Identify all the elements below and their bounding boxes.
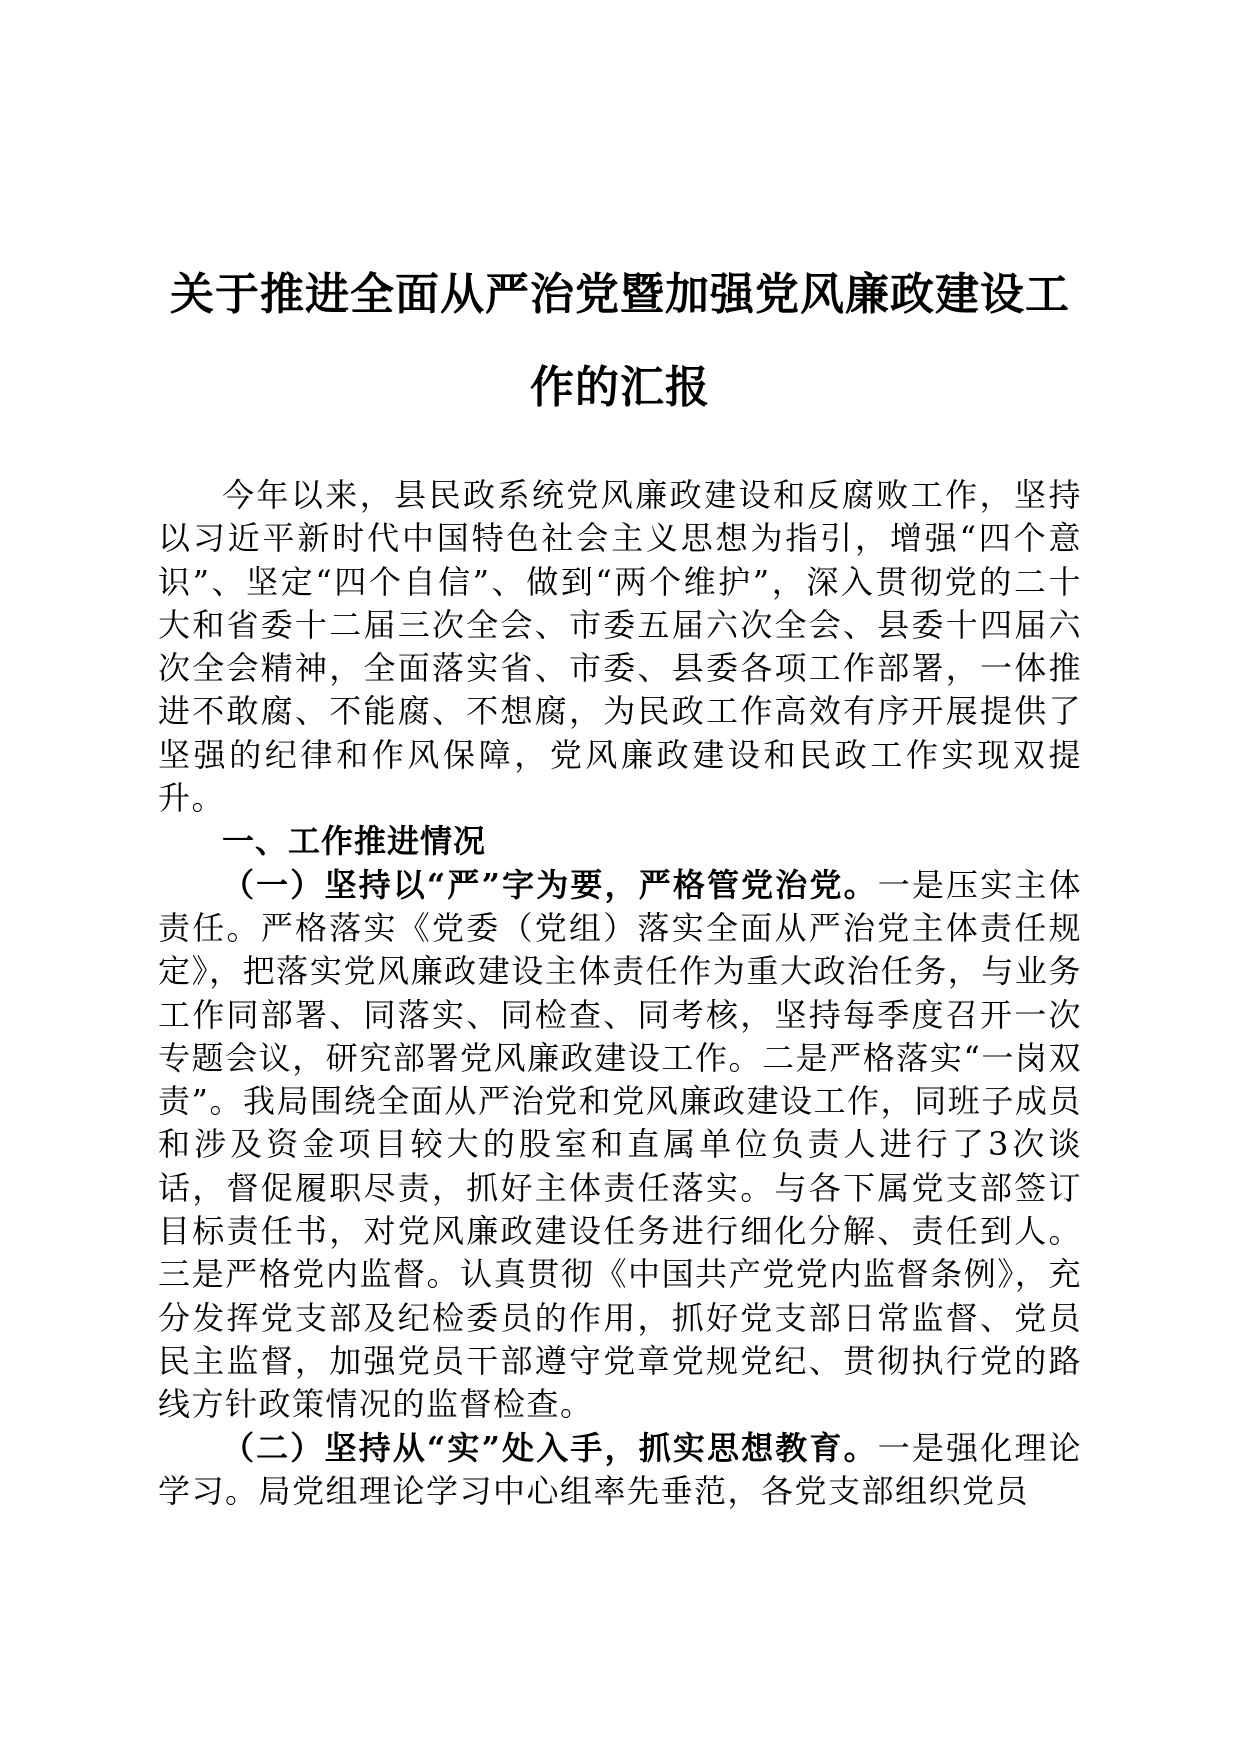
item-lead-2: （二）坚持从“实”处入手，抓实思想教育。 (222, 1428, 878, 1467)
intro-paragraph: 今年以来，县民政系统党风廉政建设和反腐败工作，坚持以习近平新时代中国特色社会主义思想为指引，增强“四个意识”、坚定“四个自信”、做到“两个维护”，深入贯彻党的二十大和省委十二届三次全会、市委五届六次全会、县委十四届六次全会精神，全面落实省、市委、县委各项工作部署，一体推进不敢腐、不能腐、不想腐，为民政工作高效有序开展提供了坚强的纪律和作风保障，党风廉政建设和民政工作实现双提升。 (158, 476, 1082, 818)
document-body (158, 474, 1082, 1513)
item-body-1: 一是压实主体责任。严格落实《党委（党组）落实全面从严治党主体责任规定》，把落实党风廉政建设主体责任作为重大政治任务，与业务工作同部署、同落实、同检查、同考核，坚持每季度召开一次专题会议，研究部署党风廉政建设工作。二是严格落实“一岗双责”。我局围绕全面从严治党和党风廉政建设工作，同班子成员和涉及资金项目较大的股室和直属单位负责人进行了3次谈话，督促履职尽责，抓好主体责任落实。与各下属党支部签订目标责任书，对党风廉政建设任务进行细化分解、责任到人。三是严格党内监督。认真贯彻《中国共产党党内监督条例》，充分发挥党支部及纪检委员的作用，抓好党支部日常监督、党员民主监督，加强党员干部遵守党章党规党纪、贯彻执行党的路线方针政策情况的监督检查。 (158, 865, 1082, 1424)
item-paragraph-1 (158, 864, 1082, 1427)
item-paragraph-2 (158, 1427, 1082, 1514)
item-lead-1: （一）坚持以“严”字为要，严格管党治党。 (222, 865, 878, 904)
section-heading-1: 一、工作推进情况 (222, 822, 487, 861)
document-title: 关于推进全面从严治党暨加强党风廉政建设工作的汇报 (170, 269, 1070, 413)
item-body-2: 一是强化理论学习。局党组理论学习中心组率先垂范，各党支部组织党员 (158, 1428, 1082, 1510)
